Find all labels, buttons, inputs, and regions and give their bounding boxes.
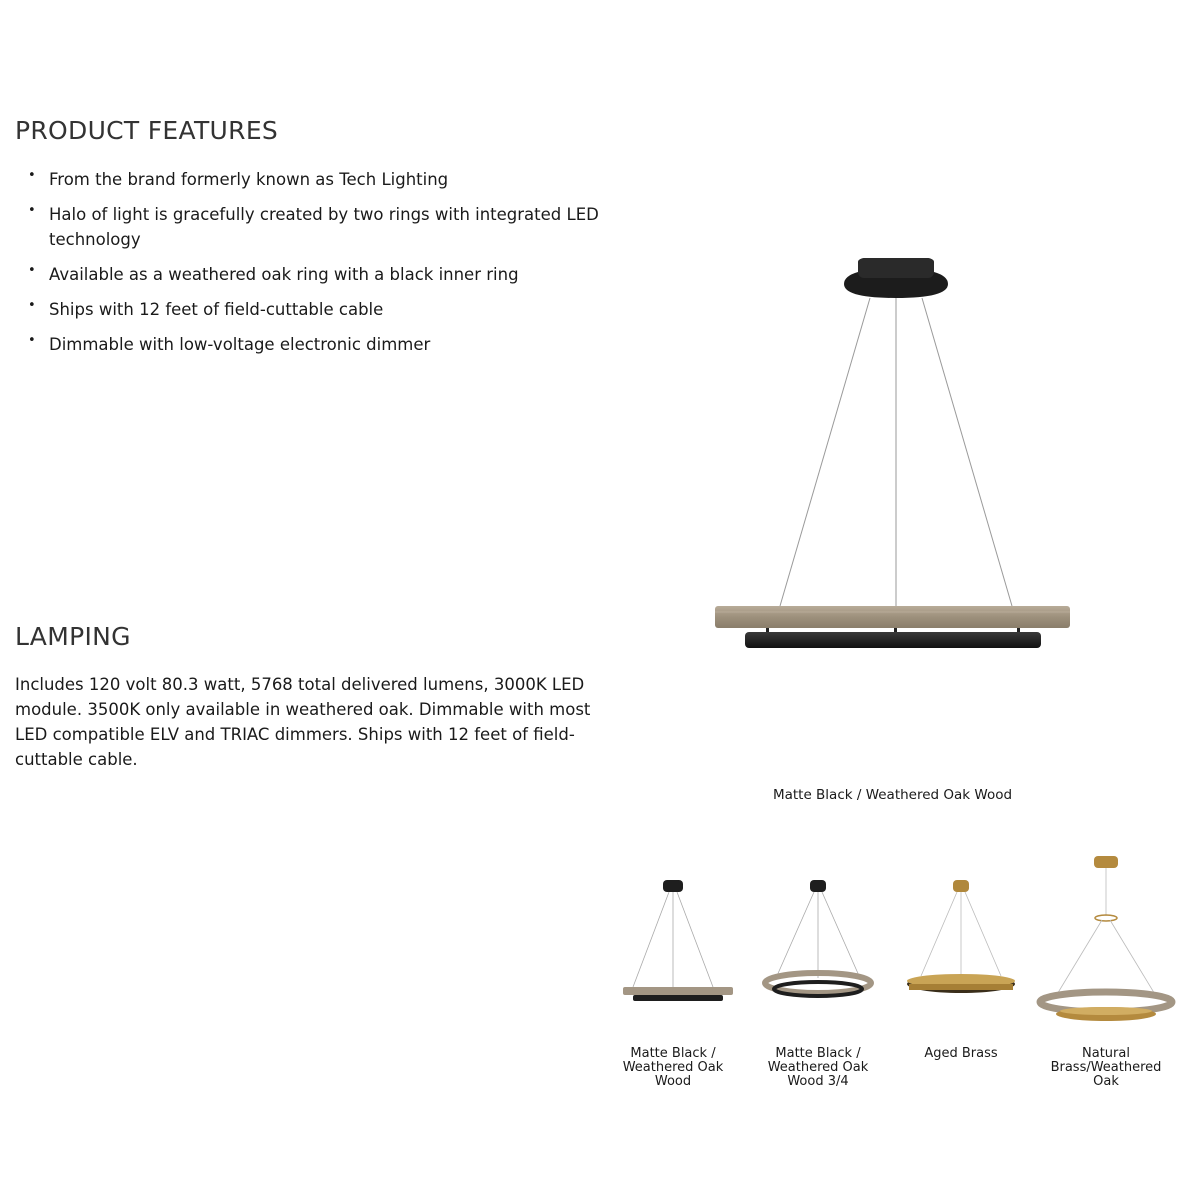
feature-text: Dimmable with low-voltage electronic dimmer <box>49 335 431 354</box>
bullet-icon: • <box>28 203 36 218</box>
bullet-icon: • <box>28 263 36 278</box>
feature-item <box>28 262 628 287</box>
lamping-description: Includes 120 volt 80.3 watt, 5768 total delivered lumens, 3000K LED module. 3500K only available in weathered oak. Dimmable with most LED compatible ELV and TRIAC dimmers. Ships with 12 feet of field-cuttable cable. <box>15 675 591 769</box>
main-product-caption: Matte Black / Weathered Oak Wood <box>772 787 1013 803</box>
lamping-heading: LAMPING <box>15 622 131 651</box>
product-features-list <box>28 167 628 367</box>
variant-caption: Matte Black / Weathered Oak Wood 3/4 <box>767 1046 869 1089</box>
variant-caption: Aged Brass <box>924 1046 998 1061</box>
feature-item <box>28 297 628 322</box>
variant-caption: Natural Brass/Weathered Oak <box>1050 1046 1162 1089</box>
variant-matte-black-oak-3-4[interactable] <box>748 850 888 1089</box>
bullet-icon: • <box>28 298 36 313</box>
feature-text: Available as a weathered oak ring with a black inner ring <box>49 265 519 284</box>
feature-item <box>28 202 628 252</box>
variant-pendant-image <box>603 850 743 1030</box>
variant-pendant-image <box>1036 850 1176 1030</box>
feature-item <box>28 332 628 357</box>
feature-text: Ships with 12 feet of field-cuttable cable <box>49 300 384 319</box>
variant-aged-brass[interactable] <box>891 850 1031 1061</box>
bullet-icon: • <box>28 333 36 348</box>
bullet-icon: • <box>28 168 36 183</box>
variant-pendant-image <box>748 850 888 1030</box>
variant-pendant-image <box>891 850 1031 1030</box>
main-pendant-image <box>700 250 1085 670</box>
feature-text: From the brand formerly known as Tech Lighting <box>49 170 449 189</box>
variant-caption: Matte Black / Weathered Oak Wood <box>622 1046 724 1089</box>
feature-item <box>28 167 628 192</box>
product-features-heading: PRODUCT FEATURES <box>15 116 279 145</box>
variant-natural-brass-oak[interactable] <box>1036 850 1176 1089</box>
variant-matte-black-oak[interactable] <box>603 850 743 1089</box>
feature-text: Halo of light is gracefully created by two rings with integrated LED technology <box>49 205 599 249</box>
